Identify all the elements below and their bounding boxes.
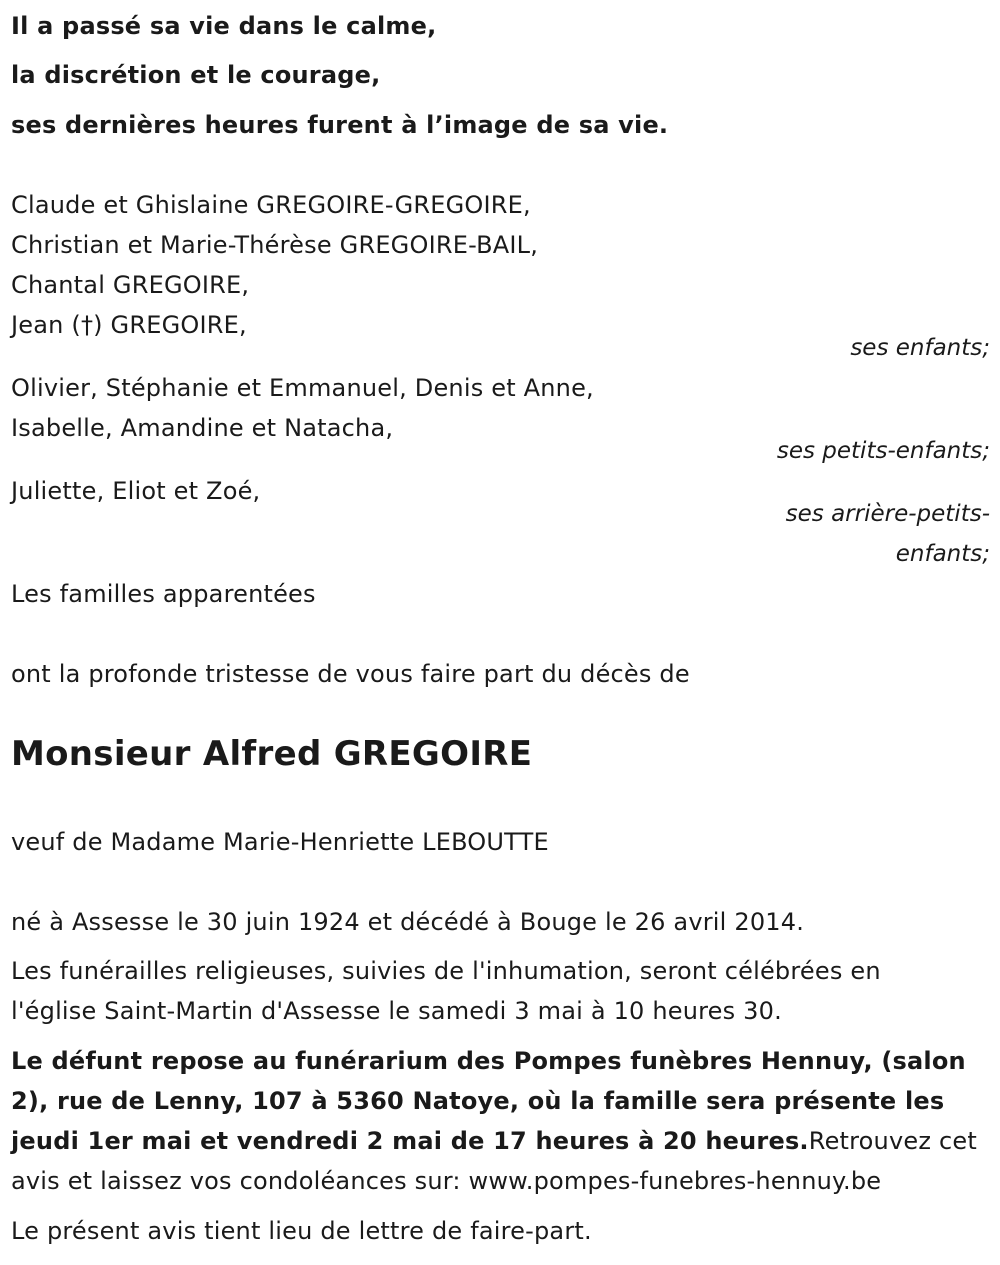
intro-line-2: la discrétion et le courage, [11,61,381,89]
great-grandchildren-relation-2: enfants; [895,541,990,567]
viewing-paragraph [11,1041,986,1201]
widower-line: veuf de Madame Marie-Henriette LEBOUTTE [11,828,549,856]
great-grandchildren-line-1: Juliette, Eliot et Zoé, [11,477,261,505]
children-line-1: Claude et Ghislaine GREGOIRE-GREGOIRE, [11,191,531,219]
children-line-4: Jean (†) GREGOIRE, [11,311,247,339]
children-line-3: Chantal GREGOIRE, [11,271,250,299]
birth-death-line: né à Assesse le 30 juin 1924 et décédé à Bouge le 26 avril 2014. [11,908,805,936]
funeral-line-2: l'église Saint-Martin d'Assesse le samedi 3 mai à 10 heures 30. [11,997,782,1025]
intro-line-3: ses dernières heures furent à l’image de sa vie. [11,111,669,139]
closing-line: Le présent avis tient lieu de lettre de faire-part. [11,1217,592,1245]
children-relation: ses enfants; [850,335,990,361]
funeral-line-1: Les funérailles religieuses, suivies de l'inhumation, seront célébrées en [11,957,881,985]
viewing-bold-text: Le défunt repose au funérarium des Pompes funèbres Hennuy, (salon 2), rue de Lenny, 107 à 5360 Natoye, où la famille sera présente les jeudi 1er mai et vendredi 2 mai de 17 heures à 20 heures. [11,1047,966,1155]
grandchildren-line-1: Olivier, Stéphanie et Emmanuel, Denis et Anne, [11,374,594,402]
families-line: Les familles apparentées [11,580,316,608]
children-line-2: Christian et Marie-Thérèse GREGOIRE-BAIL, [11,231,539,259]
announcement-line: ont la profonde tristesse de vous faire part du décès de [11,660,690,688]
deceased-name: Monsieur Alfred GREGOIRE [11,734,533,774]
intro-line-1: Il a passé sa vie dans le calme, [11,12,437,40]
viewing-regular-text: Retrouvez cet avis et laissez vos condoléances sur: www.pompes-funebres-hennuy.be [11,1127,977,1195]
grandchildren-relation: ses petits-enfants; [776,438,990,464]
great-grandchildren-relation-1: ses arrière-petits- [785,501,990,527]
grandchildren-line-2: Isabelle, Amandine et Natacha, [11,414,394,442]
